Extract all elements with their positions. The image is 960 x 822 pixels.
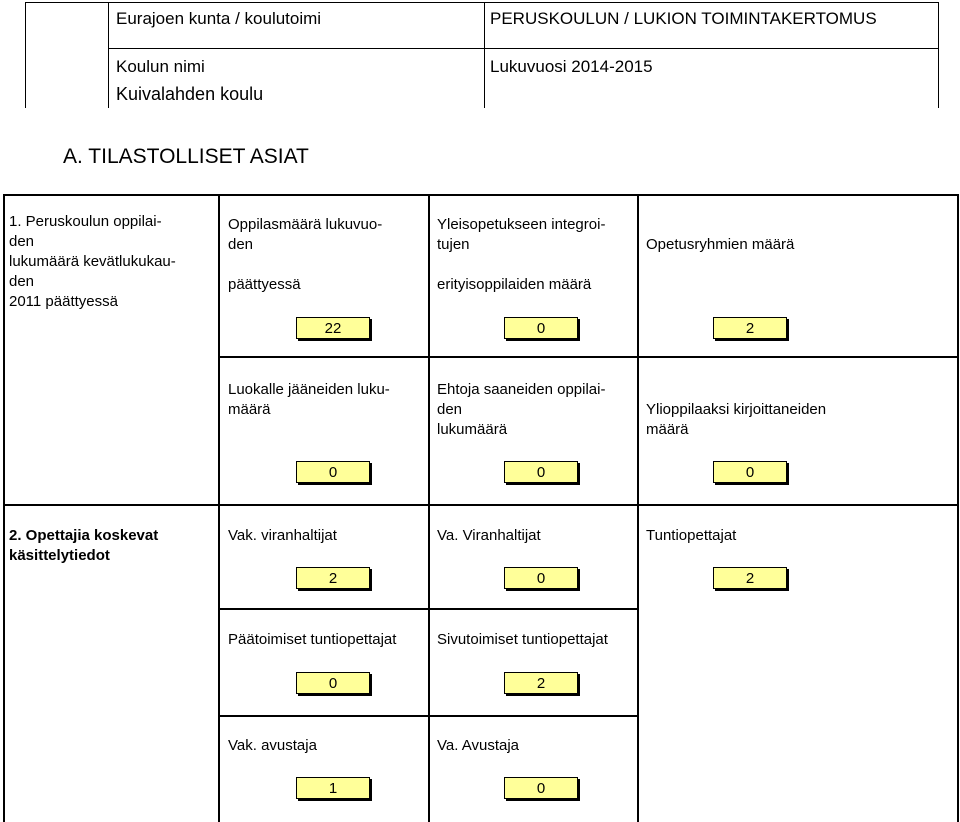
acting-officials-label: Va. Viranhaltijat [437, 527, 541, 544]
matriculation-label: Ylioppilaaksi kirjoittaneiden määrä [646, 401, 827, 438]
header-right-border [938, 2, 939, 108]
grid-row-divider-4 [218, 715, 639, 717]
section-a-title: A. TILASTOLLISET ASIAT [63, 145, 309, 168]
teaching-groups-value[interactable]: 2 [713, 317, 787, 339]
conditional-students-label: Ehtoja saaneiden oppilai- den lukumäärä [437, 381, 606, 438]
matriculation-value[interactable]: 0 [713, 461, 787, 483]
header-col-divider [484, 2, 485, 108]
report-title: PERUSKOULUN / LUKION TOIMINTAKERTOMUS [490, 9, 877, 28]
acting-officials-value[interactable]: 0 [504, 567, 578, 589]
acting-assistant-value[interactable]: 0 [504, 777, 578, 799]
school-year: Lukuvuosi 2014-2015 [490, 57, 653, 76]
repeated-grade-value[interactable]: 0 [296, 461, 370, 483]
student-count-value[interactable]: 22 [296, 317, 370, 339]
grid-row-divider-2 [3, 504, 959, 506]
permanent-officials-label: Vak. viranhaltijat [228, 527, 337, 544]
grid-row-divider-3 [218, 608, 639, 610]
header-mid-divider [108, 2, 109, 108]
section1-title: 1. Peruskoulun oppilai- den lukumäärä kevätlukukau- den 2011 päättyessä [9, 213, 176, 310]
grid-row-divider-1 [218, 356, 959, 358]
grid-right-border [957, 194, 959, 822]
fulltime-hourly-teachers-value[interactable]: 0 [296, 672, 370, 694]
acting-assistant-label: Va. Avustaja [437, 737, 520, 754]
integrated-special-students-value[interactable]: 0 [504, 317, 578, 339]
hourly-teachers-label: Tuntiopettajat [646, 527, 737, 544]
municipality-label: Eurajoen kunta / koulutoimi [116, 9, 322, 28]
conditional-students-value[interactable]: 0 [504, 461, 578, 483]
header-top-border [25, 2, 939, 3]
parttime-hourly-teachers-value[interactable]: 2 [504, 672, 578, 694]
grid-col-divider-1 [218, 194, 220, 822]
hourly-teachers-value[interactable]: 2 [713, 567, 787, 589]
integrated-special-students-label: Yleisopetukseen integroi- tujen erityisoppilaiden määrä [437, 216, 606, 293]
header-left-border [25, 2, 26, 108]
section2-title: 2. Opettajia koskevat käsittelytiedot [9, 527, 159, 564]
school-name-label: Koulun nimi [116, 57, 205, 76]
grid-left-border [3, 194, 5, 822]
school-name: Kuivalahden koulu [116, 84, 264, 104]
grid-col-divider-3 [637, 194, 639, 822]
header-row-divider [108, 48, 939, 49]
parttime-hourly-teachers-label: Sivutoimiset tuntiopettajat [437, 631, 608, 648]
permanent-assistant-label: Vak. avustaja [228, 737, 317, 754]
permanent-assistant-value[interactable]: 1 [296, 777, 370, 799]
grid-top-border [3, 194, 959, 196]
fulltime-hourly-teachers-label: Päätoimiset tuntiopettajat [228, 631, 397, 648]
teaching-groups-label: Opetusryhmien määrä [646, 236, 795, 253]
grid-col-divider-2 [428, 194, 430, 822]
student-count-label: Oppilasmäärä lukuvuo- den päättyessä [228, 216, 383, 293]
repeated-grade-label: Luokalle jääneiden luku- määrä [228, 381, 390, 418]
permanent-officials-value[interactable]: 2 [296, 567, 370, 589]
